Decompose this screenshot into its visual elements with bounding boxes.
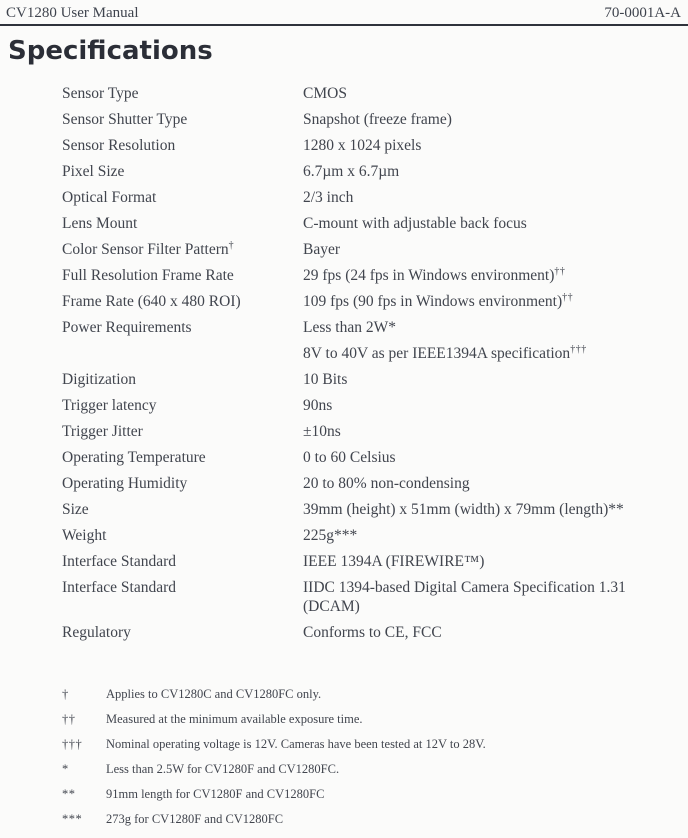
spec-label: [62, 623, 303, 642]
footnotes-section: [0, 686, 688, 827]
spec-row: [62, 396, 688, 415]
spec-value: [303, 84, 665, 103]
spec-label-text: Color Sensor Filter Pattern: [62, 241, 229, 258]
spec-value: [303, 526, 665, 545]
spec-label: [62, 552, 303, 571]
spec-value-footnote-marker: ††: [554, 266, 566, 277]
spec-value-text: Snapshot (freeze frame): [303, 111, 452, 128]
spec-label-text: Interface Standard: [62, 579, 177, 596]
footnote-symbol: †: [62, 687, 69, 701]
spec-row: [62, 266, 688, 285]
spec-label: [62, 474, 303, 493]
spec-value: [303, 136, 665, 155]
spec-table: [0, 84, 688, 642]
spec-row: [62, 370, 688, 389]
spec-label-text: Digitization: [62, 371, 137, 388]
spec-value: [303, 552, 665, 571]
spec-row: [62, 623, 688, 642]
spec-label: [62, 422, 303, 441]
spec-value-text: C-mount with adjustable back focus: [303, 215, 527, 232]
footnote-row: [62, 736, 688, 752]
spec-value: [303, 110, 665, 129]
spec-label: [62, 500, 303, 519]
spec-value-text: 10 Bits: [303, 371, 348, 388]
spec-label-text: Frame Rate (640 x 480 ROI): [62, 293, 241, 310]
spec-label-text: Power Requirements: [62, 319, 192, 336]
footnote-text: 273g for CV1280F and CV1280FC: [106, 812, 284, 826]
spec-label-text: Full Resolution Frame Rate: [62, 267, 234, 284]
footnote-row: [62, 711, 688, 727]
spec-label: [62, 240, 303, 259]
footnote-symbol: ††: [62, 712, 76, 726]
spec-value: [303, 188, 665, 207]
spec-label-text: Size: [62, 501, 89, 518]
spec-value: [303, 344, 665, 363]
spec-value-text: ±10ns: [303, 423, 341, 440]
spec-value-text: 20 to 80% non-condensing: [303, 475, 470, 492]
spec-value: [303, 578, 665, 616]
spec-value: [303, 292, 665, 311]
spec-value: [303, 623, 665, 642]
spec-label-text: Interface Standard: [62, 553, 177, 570]
spec-value-text: IEEE 1394A (FIREWIRE™): [303, 553, 485, 570]
spec-value-text: CMOS: [303, 85, 347, 102]
spec-row: [62, 84, 688, 103]
spec-label: [62, 136, 303, 155]
spec-row: [62, 240, 688, 259]
spec-value: [303, 162, 665, 181]
header-doc-title: CV1280 User Manual: [6, 5, 139, 21]
spec-label: [62, 292, 303, 311]
spec-label-text: Regulatory: [62, 624, 131, 641]
spec-label-text: Lens Mount: [62, 215, 138, 232]
spec-label: [62, 370, 303, 389]
spec-label: [62, 396, 303, 415]
spec-value-text: 29 fps (24 fps in Windows environment): [303, 267, 555, 284]
spec-label: [62, 84, 303, 103]
spec-label-text: Operating Humidity: [62, 475, 188, 492]
footnote-row: [62, 786, 688, 802]
footnote-symbol: *: [62, 762, 69, 776]
spec-label: [62, 526, 303, 545]
spec-value: [303, 396, 665, 415]
spec-label: [62, 162, 303, 181]
spec-label-footnote-marker: †: [228, 240, 235, 251]
spec-row: [62, 136, 688, 155]
footnote-text: Applies to CV1280C and CV1280FC only.: [106, 687, 322, 701]
header-rule: [0, 24, 688, 26]
spec-label: [62, 110, 303, 129]
spec-row: [62, 474, 688, 493]
spec-row: [62, 292, 688, 311]
spec-label-text: Pixel Size: [62, 163, 125, 180]
spec-value-footnote-marker: †††: [570, 344, 587, 355]
spec-row: [62, 162, 688, 181]
footnote-row: [62, 811, 688, 827]
spec-value: [303, 214, 665, 233]
page-header: [0, 5, 688, 22]
spec-row: [62, 578, 688, 616]
footnote-row: [62, 761, 688, 777]
spec-label-text: Optical Format: [62, 189, 157, 206]
spec-label: [62, 188, 303, 207]
footnote-symbol: ***: [62, 812, 83, 826]
spec-value-text: IIDC 1394-based Digital Camera Specification 1.31 (DCAM): [303, 579, 626, 615]
footnote-text: Less than 2.5W for CV1280F and CV1280FC.: [106, 762, 340, 776]
spec-value-text: 225g***: [303, 527, 358, 544]
spec-value-text: 6.7µm x 6.7µm: [303, 163, 400, 180]
spec-value-text: Bayer: [303, 241, 341, 258]
spec-row: [62, 552, 688, 571]
spec-label: [62, 578, 303, 597]
spec-value: [303, 370, 665, 389]
spec-label-text: Trigger latency: [62, 397, 157, 414]
spec-value-text: 109 fps (90 fps in Windows environment): [303, 293, 563, 310]
spec-label-text: Sensor Shutter Type: [62, 111, 188, 128]
footnote-text: Measured at the minimum available exposure time.: [106, 712, 363, 726]
spec-row: [62, 526, 688, 545]
spec-row: [62, 188, 688, 207]
spec-label: [62, 448, 303, 467]
spec-row: [62, 318, 688, 337]
spec-value-text: 39mm (height) x 51mm (width) x 79mm (length)**: [303, 501, 624, 518]
footnote-symbol: **: [62, 787, 76, 801]
spec-row: [62, 448, 688, 467]
spec-value-text: Conforms to CE, FCC: [303, 624, 442, 641]
spec-value-text: 0 to 60 Celsius: [303, 449, 396, 466]
spec-row: [62, 422, 688, 441]
spec-value-text: 90ns: [303, 397, 333, 414]
spec-row: [62, 500, 688, 519]
spec-value-text: Less than 2W*: [303, 319, 396, 336]
spec-value: [303, 422, 665, 441]
spec-value: [303, 318, 665, 337]
footnote-symbol: †††: [62, 737, 83, 751]
spec-label-text: Operating Temperature: [62, 449, 206, 466]
spec-value: [303, 474, 665, 493]
spec-value: [303, 448, 665, 467]
spec-label: [62, 266, 303, 285]
spec-label-text: Sensor Resolution: [62, 137, 176, 154]
spec-label-text: Trigger Jitter: [62, 423, 143, 440]
spec-value-text: 8V to 40V as per IEEE1394A specification: [303, 345, 571, 362]
page-title: Specifications: [8, 36, 213, 66]
footnote-text: Nominal operating voltage is 12V. Cameras have been tested at 12V to 28V.: [106, 737, 486, 751]
spec-label: [62, 318, 303, 337]
header-doc-number: 70-0001A-A: [604, 5, 681, 21]
footnote-row: [62, 686, 688, 702]
spec-value: [303, 500, 665, 519]
spec-value-footnote-marker: ††: [562, 292, 574, 303]
spec-value: [303, 240, 665, 259]
spec-label-text: Sensor Type: [62, 85, 139, 102]
spec-row: [62, 214, 688, 233]
spec-label: [62, 214, 303, 233]
spec-label-text: Weight: [62, 527, 107, 544]
spec-value: [303, 266, 665, 285]
spec-value-text: 1280 x 1024 pixels: [303, 137, 422, 154]
footnote-text: 91mm length for CV1280F and CV1280FC: [106, 787, 325, 801]
spec-row: [62, 344, 688, 363]
spec-row: [62, 110, 688, 129]
spec-value-text: 2/3 inch: [303, 189, 354, 206]
